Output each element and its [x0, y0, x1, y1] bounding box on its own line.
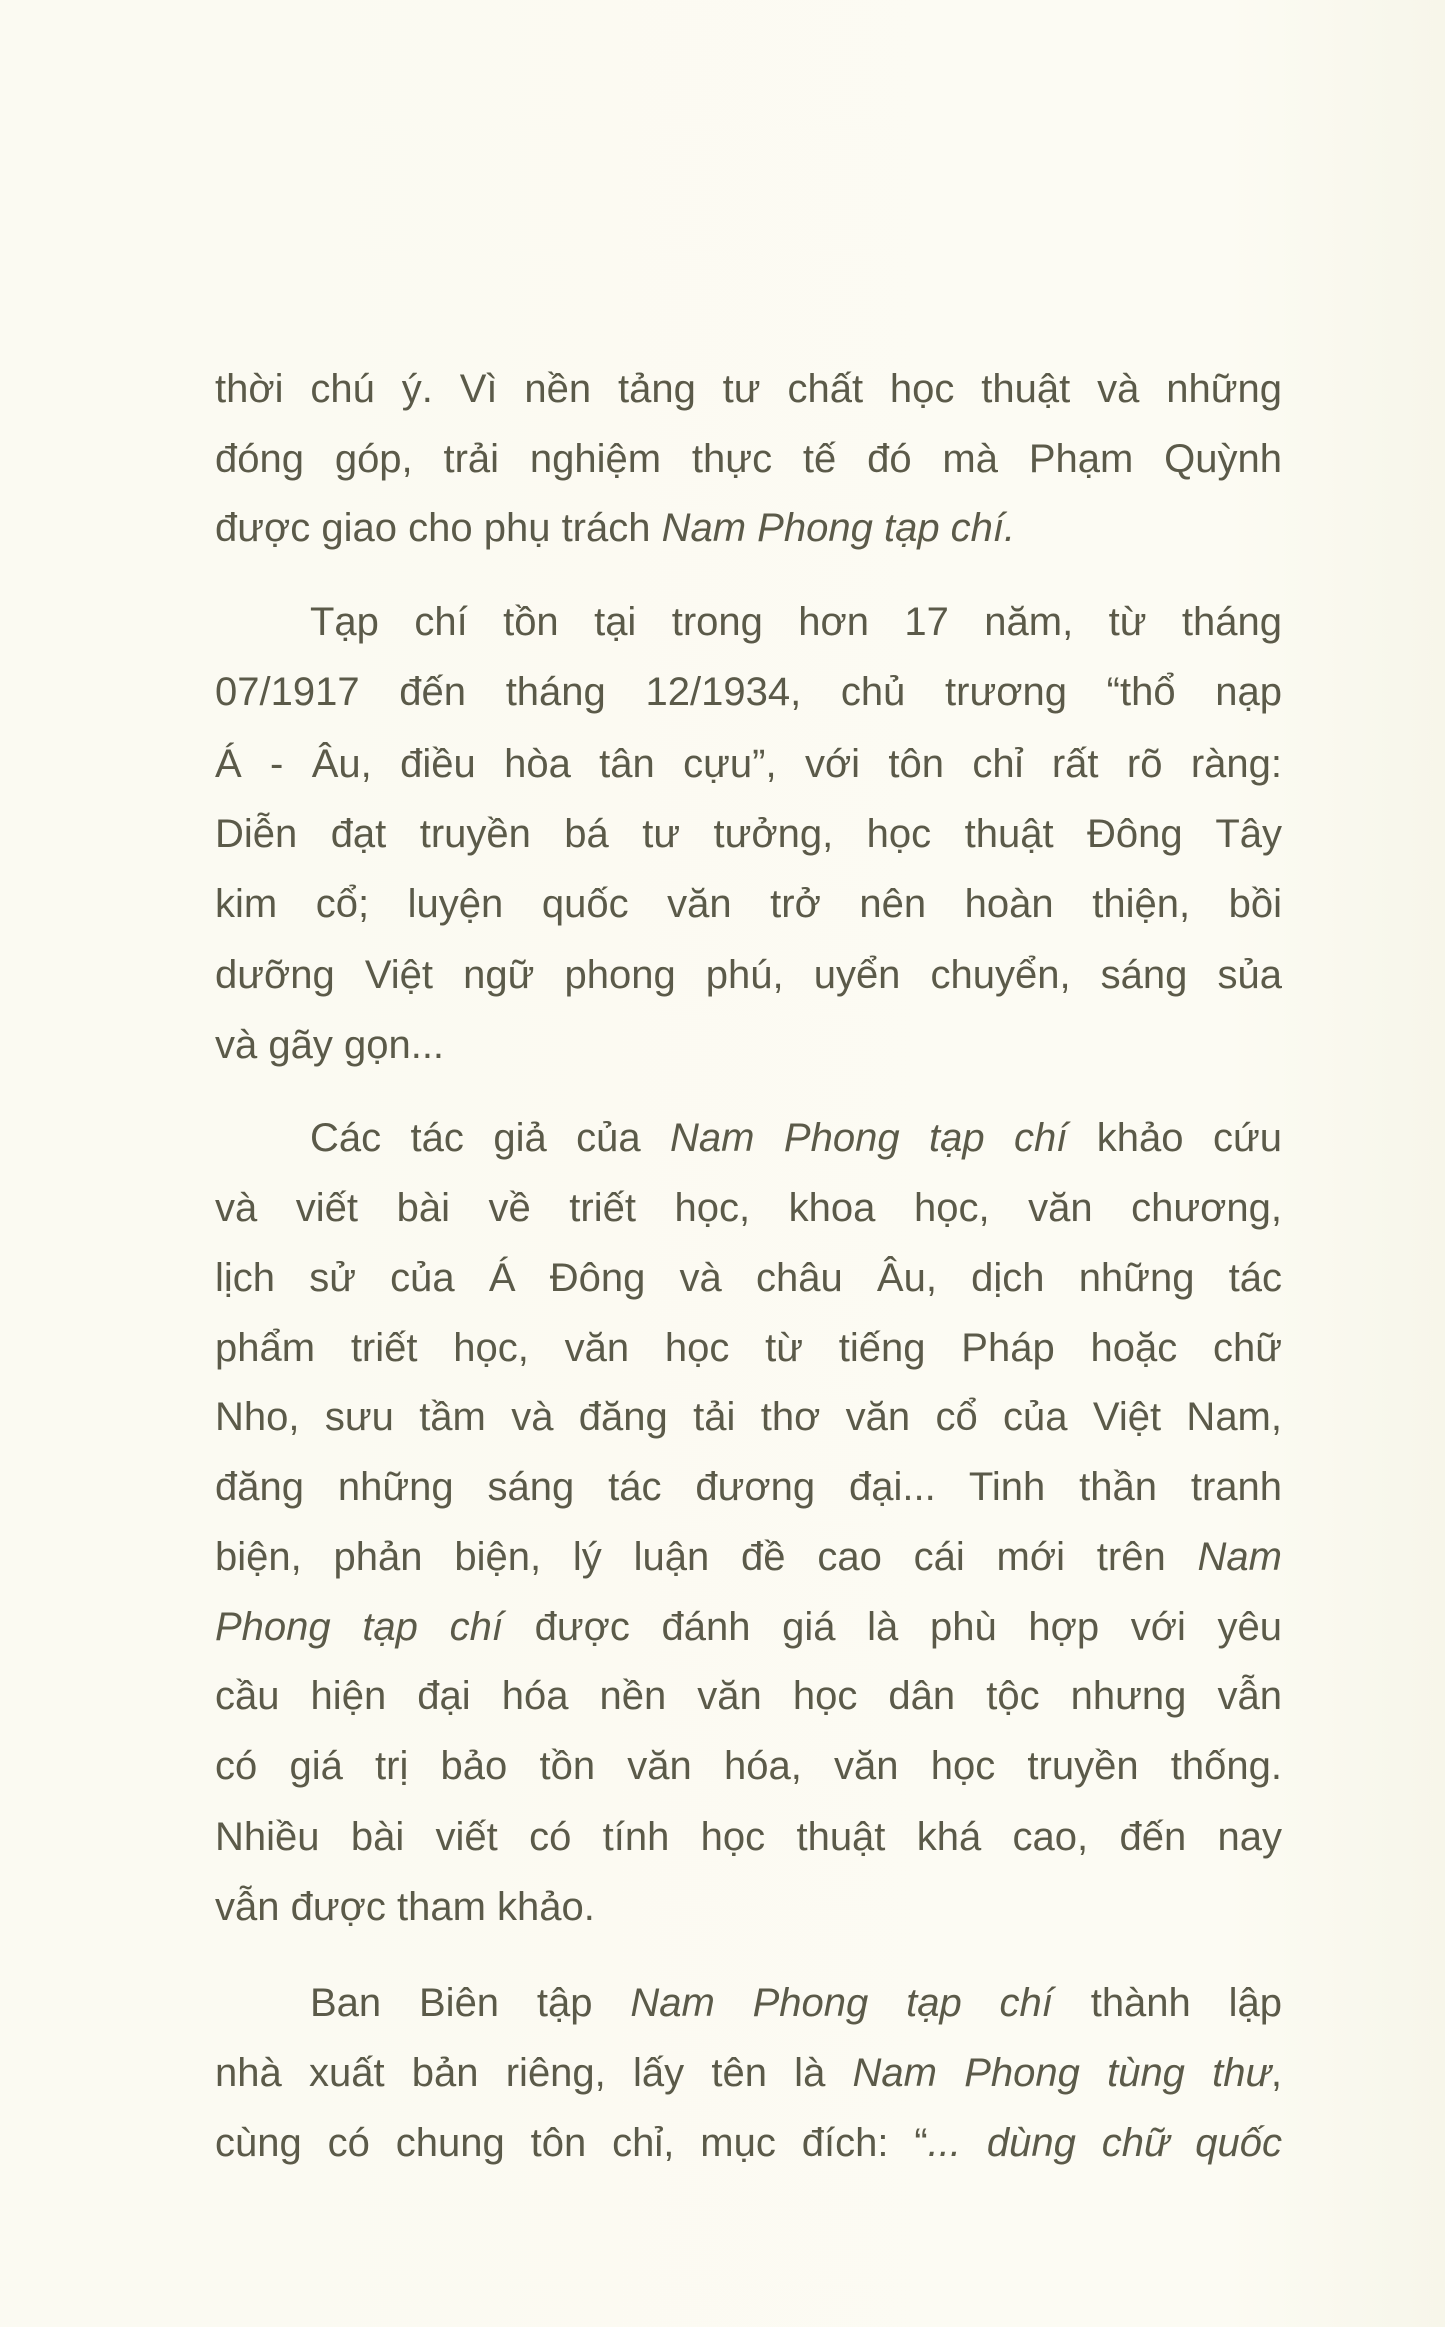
body-text: phẩm triết học, văn học từ tiếng Pháp hoặc chữ: [215, 1326, 1282, 1370]
body-text: thành lập: [1052, 1981, 1282, 2025]
body-text: 07/1917 đến tháng 12/1934, chủ trương “thổ nạp: [215, 670, 1282, 714]
text-line: [215, 1877, 1282, 1937]
text-line: [215, 662, 1282, 722]
body-text: được giao cho phụ trách: [215, 506, 662, 550]
text-line: [215, 1178, 1282, 1238]
text-line: [310, 1973, 1282, 2033]
text-line: [215, 874, 1282, 934]
body-text: Ban Biên tập: [310, 1981, 631, 2025]
italic-title-text: Nam Phong tùng thư: [852, 2051, 1271, 2095]
body-text: thời chú ý. Vì nền tảng tư chất học thuật và những: [215, 367, 1282, 411]
italic-title-text: Nam: [1197, 1535, 1282, 1579]
text-line: [215, 1248, 1282, 1308]
text-line: [310, 1108, 1282, 1168]
body-text: Á - Âu, điều hòa tân cựu”, với tôn chỉ rất rõ ràng:: [215, 742, 1282, 786]
text-line: [215, 1666, 1282, 1726]
body-text: Các tác giả của: [310, 1116, 671, 1160]
text-line: [310, 592, 1282, 652]
text-line: [215, 359, 1282, 419]
text-line: [215, 1318, 1282, 1378]
text-line: [215, 804, 1282, 864]
body-text: cầu hiện đại hóa nền văn học dân tộc nhưng vẫn: [215, 1674, 1282, 1718]
text-line: [215, 1457, 1282, 1517]
text-line: [215, 429, 1282, 489]
italic-title-text: Phong tạp chí: [215, 1605, 503, 1649]
body-text: và viết bài về triết học, khoa học, văn chương,: [215, 1186, 1282, 1230]
text-line: [215, 1527, 1282, 1587]
body-text: kim cổ; luyện quốc văn trở nên hoàn thiện, bồi: [215, 882, 1282, 926]
body-text: nhà xuất bản riêng, lấy tên là: [215, 2051, 853, 2095]
text-line: [215, 1597, 1282, 1657]
body-text: và gãy gọn...: [215, 1023, 445, 1067]
body-text: dưỡng Việt ngữ phong phú, uyển chuyển, sáng sủa: [215, 953, 1282, 997]
italic-title-text: Nam Phong tạp chí.: [661, 506, 1016, 550]
body-text: được đánh giá là phù hợp với yêu: [502, 1605, 1282, 1649]
italic-title-text: ... dùng chữ quốc: [927, 2121, 1283, 2165]
body-text: vẫn được tham khảo.: [215, 1885, 595, 1929]
body-text: Diễn đạt truyền bá tư tưởng, học thuật Đông Tây: [215, 812, 1282, 856]
body-text: ,: [1270, 2051, 1282, 2095]
body-text: biện, phản biện, lý luận đề cao cái mới trên: [215, 1535, 1198, 1579]
text-line: [215, 2113, 1282, 2173]
text-line: [215, 1387, 1282, 1447]
text-line: [215, 1015, 1282, 1075]
body-text: khảo cứu: [1067, 1116, 1282, 1160]
text-line: [215, 2043, 1282, 2103]
body-text: Tạp chí tồn tại trong hơn 17 năm, từ tháng: [310, 600, 1282, 644]
body-text: có giá trị bảo tồn văn hóa, văn học truyền thống.: [215, 1744, 1282, 1788]
italic-title-text: Nam Phong tạp chí: [630, 1981, 1053, 2025]
body-text: Nho, sưu tầm và đăng tải thơ văn cổ của Việt Nam,: [215, 1395, 1282, 1439]
body-text: Nhiều bài viết có tính học thuật khá cao, đến nay: [215, 1815, 1282, 1859]
text-line: [215, 498, 1282, 558]
body-text: đóng góp, trải nghiệm thực tế đó mà Phạm Quỳnh: [215, 437, 1282, 481]
text-line: [215, 1736, 1282, 1796]
italic-title-text: Nam Phong tạp chí: [670, 1116, 1068, 1160]
text-line: [215, 1807, 1282, 1867]
body-text: cùng có chung tôn chỉ, mục đích: “: [215, 2121, 928, 2165]
body-text: đăng những sáng tác đương đại... Tinh thần tranh: [215, 1465, 1282, 1509]
body-text: lịch sử của Á Đông và châu Âu, dịch những tác: [215, 1256, 1282, 1300]
text-line: [215, 945, 1282, 1005]
text-line: [215, 734, 1282, 794]
